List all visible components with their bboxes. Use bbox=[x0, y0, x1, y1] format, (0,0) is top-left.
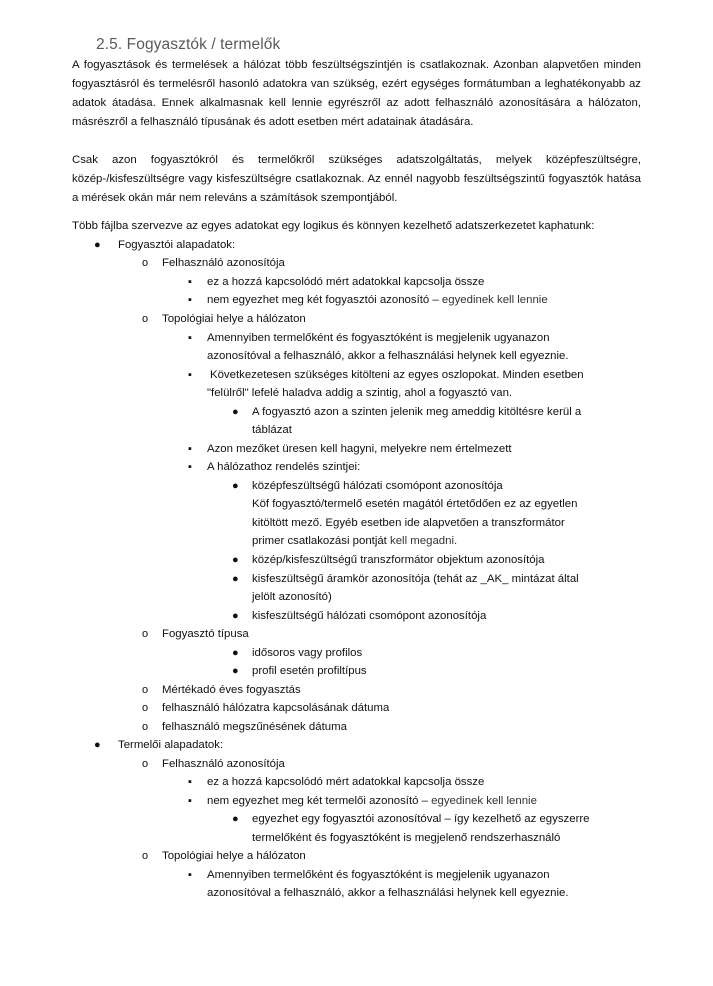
list-item-consumer-end-date: felhasználó megszűnésének dátuma bbox=[162, 721, 347, 733]
level-1-note-line3 bbox=[252, 532, 457, 550]
level-4: kisfeszültségű hálózati csomópont azonosítója bbox=[252, 610, 487, 622]
bullet-square-icon: ▪ bbox=[188, 869, 192, 881]
bullet-circle-icon: o bbox=[142, 684, 149, 696]
producer-user-id-2-main: nem egyezhet meg két termelői azonosító – bbox=[207, 795, 428, 807]
level-1-note-line1: Köf fogyasztó/termelő esetén magától értetődően ez az egyetlen bbox=[252, 498, 578, 510]
bullet-disc-icon: ● bbox=[232, 480, 239, 492]
consumer-type-1: idősoros vagy profilos bbox=[252, 647, 363, 659]
list-item-consumer-type: Fogyasztó típusa bbox=[162, 628, 249, 640]
consumer-type-2: profil esetén profiltípus bbox=[252, 665, 367, 677]
bullet-circle-icon: o bbox=[142, 758, 149, 770]
level-1-note-line3-tail: kell megadni. bbox=[386, 535, 458, 547]
consumer-user-id-2-note: egyedinek kell lennie bbox=[438, 294, 548, 306]
level-2: közép/kisfeszültségű transzformátor objektum azonosítója bbox=[252, 554, 545, 566]
list-item-consumer-connect-date: felhasználó hálózatra kapcsolásának dátuma bbox=[162, 702, 390, 714]
bullet-circle-icon: o bbox=[142, 702, 149, 714]
list-item-consumer-user-id-2 bbox=[207, 291, 548, 309]
bullet-disc-icon: ● bbox=[232, 554, 239, 566]
consumer-topology-item2-sub-line1: A fogyasztó azon a szinten jelenik meg ameddig kitöltésre kerül a bbox=[252, 406, 582, 418]
bullet-disc-icon: ● bbox=[94, 739, 101, 751]
bullet-square-icon: ▪ bbox=[188, 294, 192, 306]
consumer-topology-item2-sub-line2: táblázat bbox=[252, 424, 292, 436]
consumer-topology-item1-line2: azonosítóval a felhasználó, akkor a felhasználási helynek kell egyeznie. bbox=[207, 350, 569, 362]
bullet-square-icon: ▪ bbox=[188, 369, 192, 381]
bullet-disc-icon: ● bbox=[94, 239, 101, 251]
list-item-consumer-user-id-1: ez a hozzá kapcsolódó mért adatokkal kapcsolja össze bbox=[207, 276, 485, 288]
bullet-disc-icon: ● bbox=[232, 573, 239, 585]
bullet-disc-icon: ● bbox=[232, 406, 239, 418]
list-item-producer: Termelői alapadatok: bbox=[118, 739, 224, 751]
bullet-square-icon: ▪ bbox=[188, 443, 192, 455]
bullet-circle-icon: o bbox=[142, 257, 149, 269]
producer-topology-item1-line2: azonosítóval a felhasználó, akkor a felhasználási helynek kell egyeznie. bbox=[207, 887, 569, 899]
consumer-user-id-2-main: nem egyezhet meg két fogyasztói azonosító – bbox=[207, 294, 439, 306]
producer-user-id-sub-line2: termelőként és fogyasztóként is megjelenő rendszerhasználó bbox=[252, 832, 561, 844]
producer-user-id-2 bbox=[207, 792, 537, 810]
list-item-consumer bbox=[118, 236, 235, 254]
list-item-consumer-annual: Mértékadó éves fogyasztás bbox=[162, 684, 301, 696]
bullet-disc-icon: ● bbox=[232, 610, 239, 622]
list-item-consumer-topology: Topológiai helye a hálózaton bbox=[162, 313, 306, 325]
producer-user-id-sub-line1: egyezhet egy fogyasztói azonosítóval – így kezelhető az egyszerre bbox=[252, 813, 590, 825]
consumer-topology-item2-line1: Következetesen szükséges kitölteni az egyes oszlopokat. Minden esetben bbox=[210, 369, 584, 381]
level-1-note-line3-main: primer csatlakozási pontját bbox=[252, 535, 387, 547]
list-item-producer-topology: Topológiai helye a hálózaton bbox=[162, 850, 306, 862]
bullet-disc-icon: ● bbox=[232, 665, 239, 677]
bullet-circle-icon: o bbox=[142, 628, 149, 640]
bullet-square-icon: ▪ bbox=[188, 795, 192, 807]
level-3-line2: jelölt azonosító) bbox=[252, 591, 332, 603]
section-heading: 2.5. Fogyasztók / termelők bbox=[96, 36, 281, 53]
bullet-circle-icon: o bbox=[142, 850, 149, 862]
producer-user-id-1: ez a hozzá kapcsolódó mért adatokkal kapcsolja össze bbox=[207, 776, 485, 788]
bullet-circle-icon: o bbox=[142, 721, 149, 733]
paragraph-intro: A fogyasztások és termelések a hálózat több feszültségszintjén is csatlakoznak. Azonban alapvetően minden fogyasztásról és termelésről hasonló adatokra van szükség, ezért egységes formátumban a leghatékonyabb az adatok átadása. Ennek alkalmasnak kell lennie egyrészről az adott felhasználó azonosítására a hálózaton, másrészről a felhasználó típusának és adott esetben mért adatainak átadására. bbox=[72, 59, 641, 129]
bullet-square-icon: ▪ bbox=[188, 332, 192, 344]
consumer-topology-item3: Azon mezőket üresen kell hagyni, melyekre nem értelmezett bbox=[207, 443, 512, 455]
consumer-topology-item1-line1: Amennyiben termelőként és fogyasztóként is megjelenik ugyanazon bbox=[207, 332, 550, 344]
level-1: középfeszültségű hálózati csomópont azonosítója bbox=[252, 480, 503, 492]
bullet-square-icon: ▪ bbox=[188, 776, 192, 788]
bullet-square-icon: ▪ bbox=[188, 461, 192, 473]
consumer-label-b: alapadatok: bbox=[173, 239, 236, 251]
bullet-disc-icon: ● bbox=[232, 647, 239, 659]
level-3-line1: kisfeszültségű áramkör azonosítója (tehát az _AK_ mintázat által bbox=[252, 573, 579, 585]
bullet-disc-icon: ● bbox=[232, 813, 239, 825]
paragraph-scope: Csak azon fogyasztókról és termelőkről szükséges adatszolgáltatás, melyek középfeszültségre, közép-/kisfeszültségre vagy kisfeszültségre csatlakoznak. Az ennél nagyobb feszültségszintű fogyasztók hatása a mérések okán már nem releváns a számítások szempontjából. bbox=[72, 154, 641, 205]
paragraph-structure: Több fájlba szervezve az egyes adatokat egy logikus és könnyen kezelhető adatszerkezetet kaphatunk: bbox=[72, 220, 595, 232]
level-1-note-line2: kitöltött mező. Egyéb esetben ide alapvetően a transzformátor bbox=[252, 517, 565, 529]
bullet-square-icon: ▪ bbox=[188, 276, 192, 288]
consumer-topology-item4: A hálózathoz rendelés szintjei: bbox=[207, 461, 361, 473]
list-item-producer-user-id: Felhasználó azonosítója bbox=[162, 758, 285, 770]
list-item-consumer-user-id: Felhasználó azonosítója bbox=[162, 257, 285, 269]
consumer-topology-item2-line2: "felülről" lefelé haladva addig a szintig, ahol a fogyasztó van. bbox=[207, 387, 513, 399]
producer-user-id-2-note: egyedinek kell lennie bbox=[427, 795, 537, 807]
consumer-label-a: Fogyasztói bbox=[118, 239, 174, 251]
producer-topology-item1-line1: Amennyiben termelőként és fogyasztóként is megjelenik ugyanazon bbox=[207, 869, 550, 881]
bullet-circle-icon: o bbox=[142, 313, 149, 325]
